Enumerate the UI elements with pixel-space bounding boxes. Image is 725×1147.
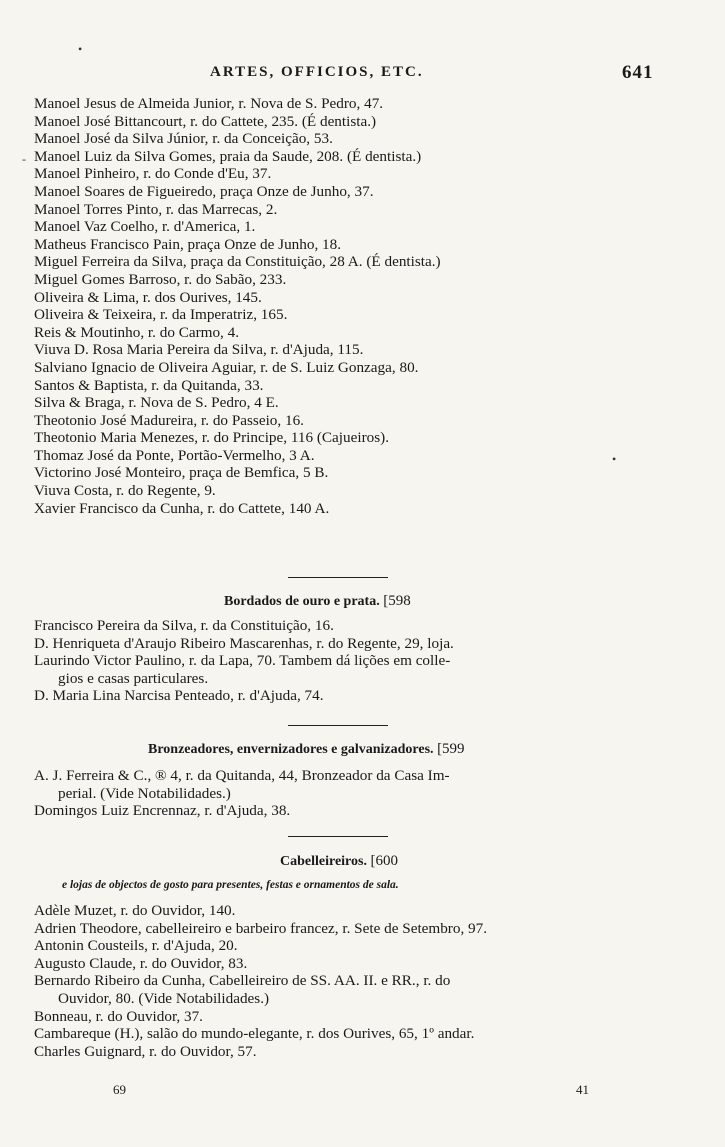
list-item: Laurindo Victor Paulino, r. da Lapa, 70. Tambem dá lições em colle- [34,652,451,670]
list-item: Silva & Braga, r. Nova de S. Pedro, 4 E. [34,394,279,412]
list-item: Salviano Ignacio de Oliveira Aguiar, r. de S. Luiz Gonzaga, 80. [34,358,419,376]
list-item: Manoel Soares de Figueiredo, praça Onze de Junho, 37. [34,182,374,200]
list-item: Theotonio José Madureira, r. do Passeio, 16. [34,411,304,429]
list-item: Manoel Torres Pinto, r. das Marrecas, 2. [34,200,278,218]
page-title: ARTES, OFFICIOS, ETC. [210,64,424,80]
list-item: A. J. Ferreira & C., ® 4, r. da Quitanda, 44, Bronzeador da Casa Im- [34,767,450,784]
list-item: Oliveira & Teixeira, r. da Imperatriz, 165. [34,306,288,324]
running-head [0,62,725,86]
list-item: Viuva D. Rosa Maria Pereira da Silva, r. d'Ajuda, 115. [34,341,364,359]
signature-mark: 69 [113,1082,126,1097]
section-heading-bordados [224,593,411,610]
list-item: Charles Guignard, r. do Ouvidor, 57. [34,1042,257,1060]
folio-number: 41 [576,1082,589,1097]
list-item: D. Henriqueta d'Araujo Ribeiro Mascarenhas, r. do Regente, 29, loja. [34,634,454,652]
margin-dash: - [22,152,26,166]
list-item: Manoel Vaz Coelho, r. d'America, 1. [34,218,256,236]
list-item: Oliveira & Lima, r. dos Ourives, 145. [34,288,262,306]
section-divider [288,836,388,837]
list-item: Manoel Jesus de Almeida Junior, r. Nova de S. Pedro, 47. [34,95,384,112]
page-footer [0,1082,725,1102]
list-item: Manoel Luiz da Silva Gomes, praia da Saude, 208. (É dentista.) [34,147,422,165]
entry-list-bronzeadores [34,767,684,820]
list-item: Manoel José Bittancourt, r. do Cattete, 235. (É dentista.) [34,112,377,130]
list-item: Adèle Muzet, r. do Ouvidor, 140. [34,902,236,919]
list-item: Viuva Costa, r. do Regente, 9. [34,482,216,500]
list-item: Cambareque (H.), salão do mundo-elegante, r. dos Ourives, 65, 1º andar. [34,1025,475,1043]
list-item: Adrien Theodore, cabelleireiro e barbeiro francez, r. Sete de Setembro, 97. [34,919,488,937]
list-item: Santos & Baptista, r. da Quitanda, 33. [34,376,264,394]
section-ref: [600 [370,853,398,869]
list-item: D. Maria Lina Narcisa Penteado, r. d'Ajuda, 74. [34,687,324,705]
section-ref: [599 [437,741,465,757]
list-item-continuation: Ouvidor, 80. (Vide Notabilidades.) [58,989,270,1007]
section-title: Cabelleireiros. [280,854,367,869]
section-subtitle: e lojas de objectos de gosto para presentes, festas e ornamentos de sala. [62,879,399,891]
list-item: Matheus Francisco Pain, praça Onze de Junho, 18. [34,235,342,253]
section-ref: [598 [383,593,411,609]
list-item: Domingos Luiz Encrennaz, r. d'Ajuda, 38. [34,802,291,820]
list-item-continuation: perial. (Vide Notabilidades.) [58,784,231,802]
list-item: Thomaz José da Ponte, Portão-Vermelho, 3 A. [34,446,315,464]
list-item: Francisco Pereira da Silva, r. da Constituição, 16. [34,617,334,634]
section-title: Bronzeadores, envernizadores e galvanizadores. [148,742,434,757]
list-item: Theotonio Maria Menezes, r. do Principe, 116 (Cajueiros). [34,429,389,447]
entry-list-cabelleireiros [34,902,684,1060]
entry-list-bordados [34,617,684,705]
list-item: Bernardo Ribeiro da Cunha, Cabelleireiro de SS. AA. II. e RR., r. do [34,972,451,990]
entry-list [34,95,684,517]
list-item: Miguel Ferreira da Silva, praça da Constituição, 28 A. (É dentista.) [34,253,441,271]
list-item: Augusto Claude, r. do Ouvidor, 83. [34,954,248,972]
list-item: Antonin Cousteils, r. d'Ajuda, 20. [34,937,238,955]
ink-dot: • [612,452,617,466]
list-item: Bonneau, r. do Ouvidor, 37. [34,1007,203,1025]
section-divider [288,725,388,726]
list-item: Miguel Gomes Barroso, r. do Sabão, 233. [34,270,287,288]
section-title: Bordados de ouro e prata. [224,594,380,609]
section-divider [288,577,388,578]
section-heading-cabelleireiros [280,853,398,870]
list-item: Manoel José da Silva Júnior, r. da Conceição, 53. [34,130,333,148]
list-item: Victorino José Monteiro, praça de Bemfica, 5 B. [34,464,329,482]
list-item-continuation: gios e casas particulares. [58,669,209,687]
list-item: Manoel Pinheiro, r. do Conde d'Eu, 37. [34,165,272,183]
ink-dot: • [78,42,83,56]
list-item: Xavier Francisco da Cunha, r. do Cattete, 140 A. [34,499,330,517]
list-item: Reis & Moutinho, r. do Carmo, 4. [34,323,240,341]
section-heading-bronzeadores [148,741,465,758]
page-number: 641 [622,62,654,83]
